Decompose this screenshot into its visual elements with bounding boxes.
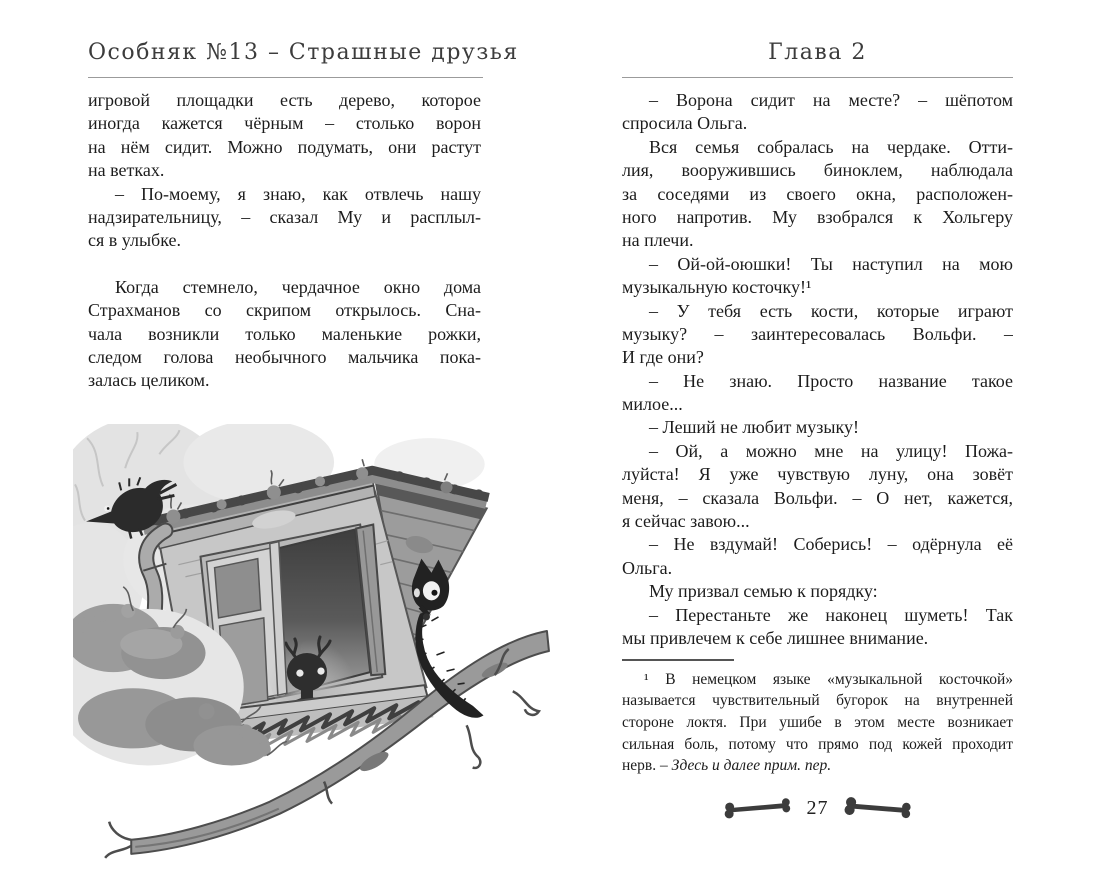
text-line: – Леший не любит музыку! bbox=[649, 417, 859, 438]
text-line: – По-моему, я знаю, как отвлечь нашу bbox=[115, 183, 481, 204]
footnote-line: ¹ В немецком языке «музыкальной косточкой» bbox=[644, 670, 1013, 688]
footnote-translator-note: Здесь и далее прим. пер. bbox=[671, 757, 832, 775]
right-page-text bbox=[622, 89, 1013, 650]
paragraph bbox=[88, 183, 481, 253]
paragraph bbox=[622, 440, 1013, 534]
text-line: – У тебя есть кости, которые играют bbox=[649, 300, 1013, 321]
paragraph bbox=[622, 136, 1013, 253]
text-line: надзирательницу, – сказал Му и расплыл- bbox=[88, 206, 481, 227]
page-footer bbox=[622, 793, 1013, 823]
illustration-svg bbox=[73, 424, 565, 860]
text-line: музыку? – заинтересовалась Вольфи. – bbox=[622, 323, 1013, 344]
text-line: иногда кажется чёрным – столько ворон bbox=[88, 113, 481, 134]
text-line: на плечи. bbox=[622, 230, 694, 251]
footnote-line bbox=[622, 755, 1013, 777]
paragraph bbox=[622, 300, 1013, 370]
paragraph bbox=[622, 416, 1013, 439]
footnote-line: стороне локтя. При ушибе в этом месте возникает bbox=[622, 713, 1013, 731]
text-line: Страхманов со скрипом открылось. Сна- bbox=[88, 300, 481, 321]
text-line: – Не вздумай! Соберись! – одёрнула её bbox=[649, 534, 1013, 555]
text-line: на ветках. bbox=[88, 160, 165, 181]
illustration-dormer-window bbox=[73, 424, 565, 860]
paragraph bbox=[622, 89, 1013, 136]
text-line: милое... bbox=[622, 394, 683, 415]
text-line: луйста! Я уже чувствую луну, она зовёт bbox=[622, 464, 1013, 485]
text-line: – Ой, а можно мне на улицу! Пожа- bbox=[649, 440, 1013, 461]
text-line: – Перестаньте же наконец шуметь! Так bbox=[649, 604, 1013, 625]
left-header-rule bbox=[88, 77, 483, 78]
text-line: я сейчас завою... bbox=[622, 511, 750, 532]
text-line: за соседями из своего окна, расположен- bbox=[622, 183, 1013, 204]
paragraph bbox=[622, 580, 1013, 603]
text-line: Вся семья собралась на чердаке. Отти- bbox=[649, 136, 1013, 157]
text-line: Му призвал семью к порядку: bbox=[649, 581, 878, 602]
text-line: – Ворона сидит на месте? – шёпотом bbox=[649, 90, 1013, 110]
right-running-head: Глава 2 bbox=[768, 40, 867, 65]
paragraph bbox=[622, 604, 1013, 651]
right-header-rule bbox=[622, 77, 1013, 78]
text-line: на нём сидит. Можно подумать, они растут bbox=[88, 136, 481, 157]
left-page-text bbox=[88, 89, 481, 393]
text-line: следом голова необычного мальчика пока- bbox=[88, 346, 481, 367]
page-number: 27 bbox=[806, 796, 829, 819]
bone-left-icon bbox=[722, 797, 794, 819]
paragraph bbox=[622, 533, 1013, 580]
text-line: Ольга. bbox=[622, 557, 673, 578]
paragraph bbox=[622, 253, 1013, 300]
paragraph bbox=[88, 276, 481, 393]
left-running-head: Особняк №13 – Страшные друзья bbox=[88, 40, 519, 65]
text-line: игровой площадки есть дерево, которое bbox=[88, 90, 481, 110]
text-line: ного напротив. Му взобрался к Хольгеру bbox=[622, 206, 1013, 227]
text-line: – Не знаю. Просто название такое bbox=[649, 370, 1013, 391]
footnote bbox=[622, 659, 1013, 777]
text-line: музыкальную косточку!¹ bbox=[622, 277, 812, 298]
text-line: – Ой-ой-оюшки! Ты наступил на мою bbox=[649, 253, 1013, 274]
paragraph bbox=[88, 89, 481, 183]
text-line: мы привлечем к себе лишнее внимание. bbox=[622, 627, 929, 648]
footnote-text: нерв. – bbox=[622, 757, 672, 775]
paragraph bbox=[622, 370, 1013, 417]
text-line: Когда стемнело, чердачное окно дома bbox=[115, 276, 481, 297]
footnote-line: сильная боль, потому что прямо под кожей проходит bbox=[622, 735, 1013, 753]
text-line: спросила Ольга. bbox=[622, 113, 748, 134]
text-line: И где они? bbox=[622, 347, 704, 368]
footnote-line: называется чувствительный бугорок на внутренней bbox=[622, 692, 1013, 710]
text-line: чала возникли только маленькие рожки, bbox=[88, 323, 481, 344]
bone-right-icon bbox=[842, 797, 914, 819]
text-line: ся в улыбке. bbox=[88, 230, 181, 251]
footnote-rule bbox=[622, 659, 734, 661]
text-line: лия, вооружившись биноклем, наблюдала bbox=[622, 160, 1013, 181]
text-line: меня, – сказала Вольфи. – О нет, кажется, bbox=[622, 487, 1013, 508]
text-line: залась целиком. bbox=[88, 370, 210, 391]
